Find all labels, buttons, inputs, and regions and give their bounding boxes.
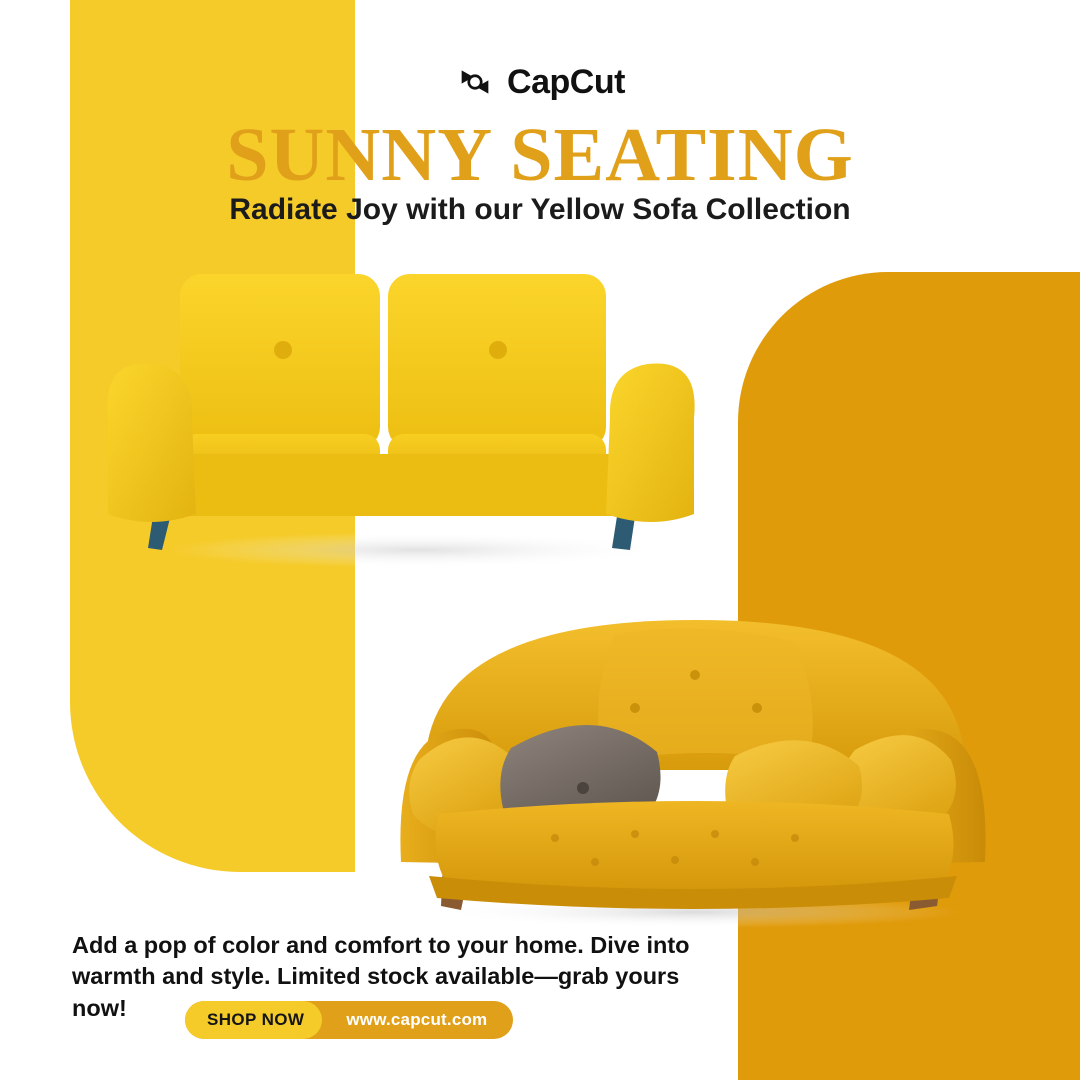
- cta-bar[interactable]: [185, 1001, 513, 1039]
- website-url[interactable]: www.capcut.com: [346, 1010, 488, 1029]
- capcut-logo-icon: [455, 62, 495, 102]
- page-subtitle: Radiate Joy with our Yellow Sofa Collection: [229, 193, 851, 226]
- shop-now-button[interactable]: SHOP NOW: [185, 1001, 322, 1039]
- body-copy-line-2: warmth and style. Limited stock available—grab yours now!: [72, 963, 680, 1021]
- brand-name: CapCut: [507, 63, 625, 101]
- sofa-illustration: [98, 258, 708, 568]
- brand-lockup: [0, 62, 1080, 102]
- sofa-photo: [385, 600, 1000, 930]
- body-copy-line-1: Add a pop of color and comfort to your home. Dive into: [72, 932, 690, 958]
- page-title: SUNNY SEATING: [226, 113, 854, 197]
